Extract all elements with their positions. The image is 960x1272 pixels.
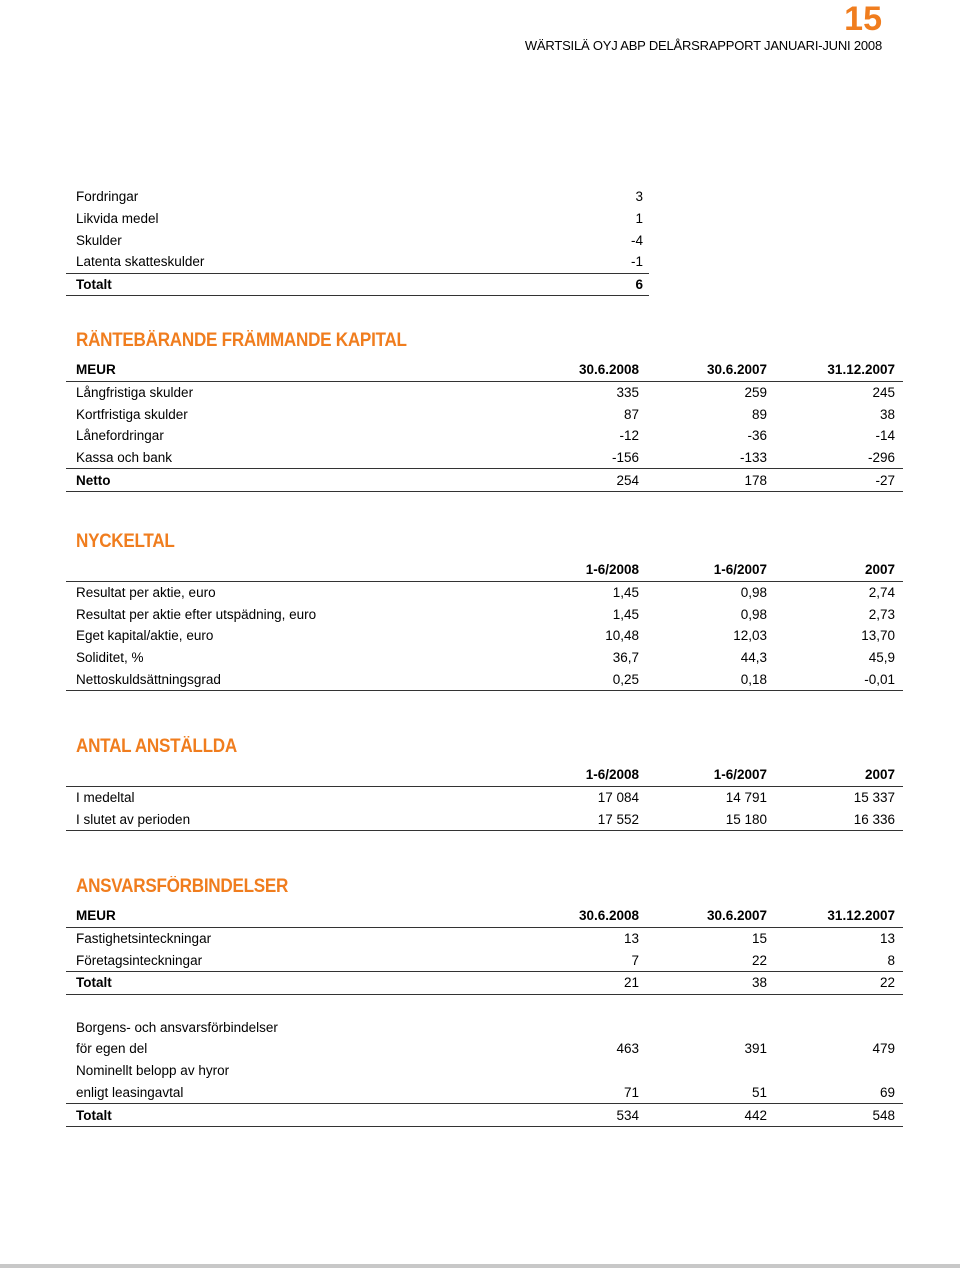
footer-rule [0, 1264, 960, 1268]
table-row: Kortfristiga skulder 87 89 38 [76, 406, 895, 422]
spacer-row [66, 994, 903, 1016]
section-heading-interest-debt: RÄNTEBÄRANDE FRÄMMANDE KAPITAL [76, 330, 407, 351]
employees-table [66, 764, 903, 831]
header-row: 1-6/2008 1-6/2007 2007 [66, 764, 903, 786]
table-row: Soliditet, % 36,7 44,3 45,9 [76, 650, 895, 666]
table-row: Resultat per aktie efter utspädning, euro 1,45 0,98 2,73 [76, 606, 895, 622]
header-row: 1-6/2008 1-6/2007 2007 [66, 559, 903, 581]
page-number: 15 [844, 0, 882, 38]
running-header: WÄRTSILÄ OYJ ABP DELÅRSRAPPORT JANUARI-JUNI 2008 [524, 38, 882, 53]
table-row: Borgens- och ansvarsförbindelser [76, 1019, 278, 1035]
contingent-table [66, 905, 903, 1127]
table-row: Likvida medel 1 [76, 211, 643, 227]
table-row: Nominellt belopp av hyror [76, 1063, 230, 1079]
table-row: Eget kapital/aktie, euro 10,48 12,03 13,70 [76, 628, 895, 644]
table-row: Fastighetsinteckningar 13 15 13 [76, 931, 895, 947]
table-row: Företagsinteckningar 7 22 8 [66, 949, 903, 971]
table-row: Långfristiga skulder 335 259 245 [76, 385, 895, 401]
section-heading-key-figures: NYCKELTAL [76, 531, 175, 552]
table-row: Kassa och bank -156 -133 -296 [66, 447, 903, 469]
table-row: Resultat per aktie, euro 1,45 0,98 2,74 [76, 585, 895, 601]
section-heading-employees: ANTAL ANSTÄLLDA [76, 736, 237, 757]
header-row: MEUR 30.6.2008 30.6.2007 31.12.2007 [66, 905, 903, 927]
table-row: Latenta skatteskulder -1 [66, 251, 649, 273]
header-row: MEUR 30.6.2008 30.6.2007 31.12.2007 [66, 359, 903, 381]
table-row: Fordringar 3 [76, 189, 643, 205]
table-row: Lånefordringar -12 -36 -14 [76, 428, 895, 444]
interest-debt-table [66, 359, 903, 492]
total-row: Totalt 6 [66, 273, 649, 296]
table-row: enligt leasingavtal 71 51 69 [66, 1082, 903, 1104]
table-row: I slutet av perioden 17 552 15 180 16 336 [66, 808, 903, 830]
table-row: för egen del 463 391 479 [76, 1041, 895, 1057]
total-row: Netto 254 178 -27 [66, 469, 903, 492]
key-figures-table [66, 559, 903, 691]
assets-table [66, 186, 649, 296]
total-row: Totalt 534 442 548 [66, 1104, 903, 1127]
section-heading-contingent: ANSVARSFÖRBINDELSER [76, 876, 289, 897]
table-row: I medeltal 17 084 14 791 15 337 [76, 790, 895, 806]
table-row: Nettoskuldsättningsgrad 0,25 0,18 -0,01 [66, 668, 903, 690]
total-row: Totalt 21 38 22 [66, 972, 903, 995]
table-row: Skulder -4 [76, 232, 643, 248]
